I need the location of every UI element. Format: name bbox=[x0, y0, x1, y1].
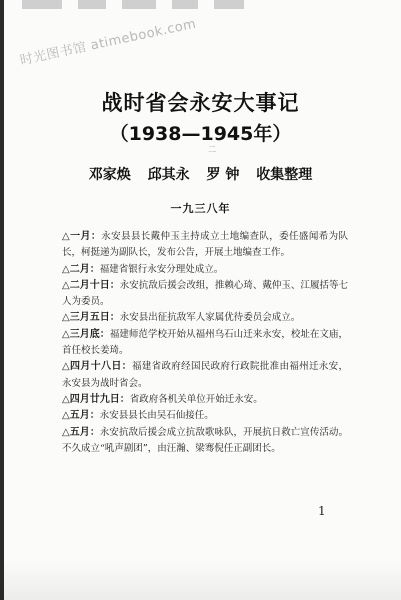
event-date: △五月： bbox=[62, 426, 100, 438]
event-date: △一月： bbox=[62, 231, 102, 242]
event-text: 永安抗敌后援会改组，推赖心琦、戴仲玉、江履括等七人为委员。 bbox=[62, 279, 348, 308]
stray-mark: 二 bbox=[208, 145, 216, 154]
event-list bbox=[62, 229, 348, 457]
event-entry bbox=[62, 262, 348, 278]
compiler-name: 罗 钟 bbox=[206, 167, 240, 183]
event-date: △五月： bbox=[62, 410, 100, 422]
compiler-name: 邓家焕 bbox=[88, 167, 131, 183]
event-date: △三月底： bbox=[62, 328, 110, 340]
top-strip-dash bbox=[78, 0, 106, 9]
event-text: 福建省银行永安分理处成立。 bbox=[99, 263, 224, 275]
event-entry bbox=[62, 425, 348, 458]
top-strip-dash bbox=[172, 0, 198, 9]
year-heading: 一九三八年 bbox=[170, 202, 231, 215]
top-strip-dash bbox=[22, 0, 62, 9]
event-entry bbox=[62, 392, 348, 408]
page-title: 战时省会永安大事记 bbox=[101, 91, 300, 115]
event-date: △二月： bbox=[62, 263, 100, 275]
site-watermark: 时光图书馆 atimebook.com bbox=[18, 16, 198, 69]
event-entry bbox=[62, 327, 348, 360]
event-text: 永安抗敌后援会成立抗敌歌咏队，开展抗日救亡宣传活动。不久成立“吼声剧团”，由汪瀚、梁骞倪任正副团长。 bbox=[62, 426, 348, 454]
event-text: 永安县县长由吴石仙接任。 bbox=[99, 410, 214, 422]
event-date: △四月十八日： bbox=[62, 361, 133, 373]
event-text: 永安县出征抗敌军人家属优待委员会成立。 bbox=[119, 312, 301, 324]
top-strip-dash bbox=[214, 0, 244, 9]
compiler-name: 邱其永 bbox=[147, 167, 190, 183]
top-torn-strip bbox=[0, 0, 401, 14]
event-text: 福建省政府经国民政府行政院批准由福州迁永安，永安县为战时省会。 bbox=[62, 361, 348, 389]
event-entry bbox=[62, 310, 348, 326]
top-strip-dash bbox=[122, 0, 156, 9]
event-entry bbox=[62, 408, 348, 424]
scan-shadow bbox=[0, 560, 401, 600]
event-entry bbox=[62, 278, 348, 311]
event-text: 永安县县长戴仲玉主持成立土地编查队，委任盛闻希为队长，柯挺递为副队长，发布公告，开展土地编查工作。 bbox=[62, 231, 348, 259]
event-entry bbox=[62, 229, 348, 262]
event-entry bbox=[62, 359, 348, 392]
event-date: △四月廿九日： bbox=[62, 393, 130, 405]
event-date: △二月十日： bbox=[62, 279, 120, 291]
compile-note: 收集整理 bbox=[256, 167, 313, 183]
page-number: 1 bbox=[318, 504, 326, 518]
year-range: （1938—1945年） bbox=[109, 123, 292, 145]
compilers-line bbox=[0, 164, 401, 184]
event-text: 省政府各机关单位开始迁永安。 bbox=[129, 393, 263, 405]
event-date: △三月五日： bbox=[62, 312, 120, 324]
event-text: 福建师范学校开始从福州乌石山迁来永安，校址在文庙，首任校长姜琦。 bbox=[62, 328, 348, 357]
